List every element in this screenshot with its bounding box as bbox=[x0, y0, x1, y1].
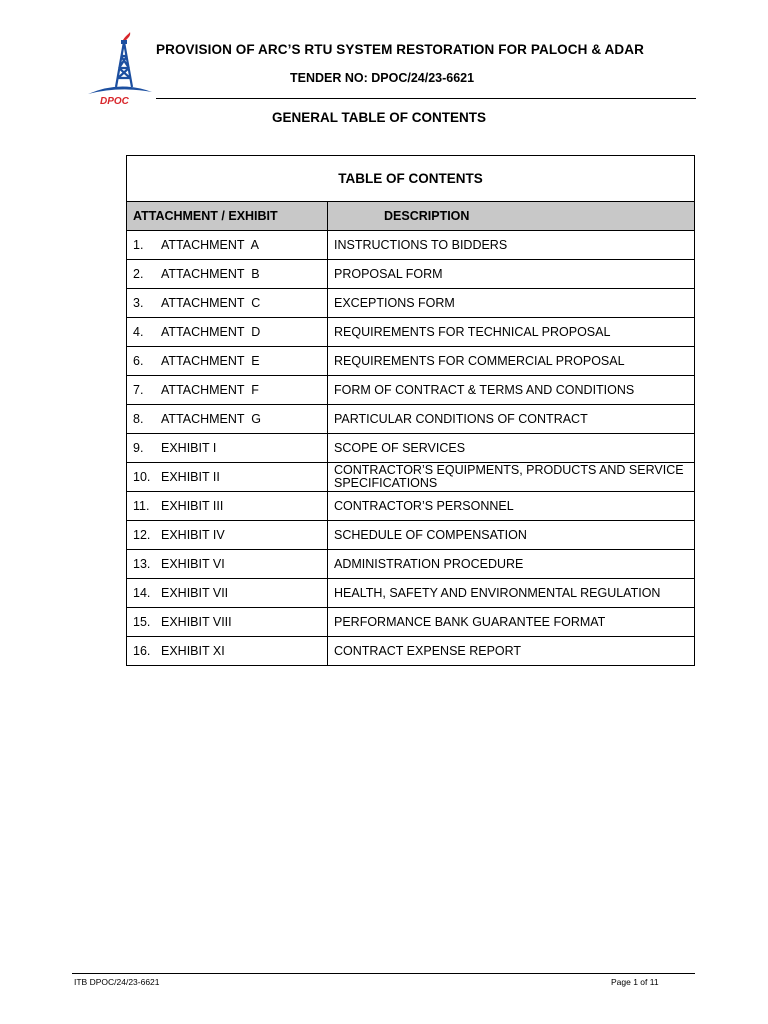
tender-number: TENDER NO: DPOC/24/23-6621 bbox=[290, 71, 475, 85]
attachment-cell bbox=[127, 550, 328, 579]
table-row bbox=[127, 318, 695, 347]
header-divider bbox=[156, 98, 696, 99]
row-number: 15. bbox=[133, 614, 151, 629]
description-cell: HEALTH, SAFETY AND ENVIRONMENTAL REGULATION bbox=[328, 579, 695, 608]
row-number: 7. bbox=[133, 382, 144, 397]
table-row bbox=[127, 231, 695, 260]
attachment-label: ATTACHMENT E bbox=[161, 353, 260, 368]
attachment-cell bbox=[127, 463, 328, 492]
description-cell: CONTRACT EXPENSE REPORT bbox=[328, 637, 695, 666]
attachment-label: EXHIBIT II bbox=[161, 469, 220, 484]
table-row bbox=[127, 637, 695, 666]
attachment-cell bbox=[127, 521, 328, 550]
table-row bbox=[127, 434, 695, 463]
attachment-cell bbox=[127, 434, 328, 463]
table-row bbox=[127, 521, 695, 550]
page-number: Page 1 of 11 bbox=[611, 977, 659, 987]
attachment-label: ATTACHMENT G bbox=[161, 411, 261, 426]
row-number: 3. bbox=[133, 295, 144, 310]
attachment-cell bbox=[127, 376, 328, 405]
row-number: 16. bbox=[133, 643, 151, 658]
attachment-cell bbox=[127, 579, 328, 608]
table-row bbox=[127, 579, 695, 608]
attachment-label: EXHIBIT VII bbox=[161, 585, 229, 600]
table-row bbox=[127, 260, 695, 289]
description-cell: INSTRUCTIONS TO BIDDERS bbox=[328, 231, 695, 260]
row-number: 8. bbox=[133, 411, 144, 426]
attachment-label: EXHIBIT IV bbox=[161, 527, 225, 542]
toc-column-headers bbox=[127, 202, 695, 231]
row-number: 13. bbox=[133, 556, 151, 571]
attachment-label: ATTACHMENT F bbox=[161, 382, 259, 397]
oil-derrick-icon bbox=[80, 32, 156, 106]
attachment-cell bbox=[127, 347, 328, 376]
document-title: GENERAL TABLE OF CONTENTS bbox=[272, 110, 487, 125]
table-row bbox=[127, 289, 695, 318]
row-number: 2. bbox=[133, 266, 144, 281]
attachment-cell bbox=[127, 318, 328, 347]
description-cell: SCHEDULE OF COMPENSATION bbox=[328, 521, 695, 550]
table-row bbox=[127, 608, 695, 637]
description-cell: EXCEPTIONS FORM bbox=[328, 289, 695, 318]
attachment-label: ATTACHMENT D bbox=[161, 324, 261, 339]
attachment-cell bbox=[127, 231, 328, 260]
description-cell: REQUIREMENTS FOR COMMERCIAL PROPOSAL bbox=[328, 347, 695, 376]
attachment-label: ATTACHMENT C bbox=[161, 295, 261, 310]
attachment-label: ATTACHMENT A bbox=[161, 237, 259, 252]
logo-text: DPOC bbox=[100, 96, 129, 106]
description-cell: FORM OF CONTRACT & TERMS AND CONDITIONS bbox=[328, 376, 695, 405]
row-number: 1. bbox=[133, 237, 144, 252]
attachment-label: EXHIBIT III bbox=[161, 498, 224, 513]
header-title: PROVISION OF ARC’S RTU SYSTEM RESTORATION FOR PALOCH & ADAR bbox=[156, 42, 644, 57]
description-cell: REQUIREMENTS FOR TECHNICAL PROPOSAL bbox=[328, 318, 695, 347]
attachment-cell bbox=[127, 405, 328, 434]
description-cell: SCOPE OF SERVICES bbox=[328, 434, 695, 463]
description-cell: PERFORMANCE BANK GUARANTEE FORMAT bbox=[328, 608, 695, 637]
row-number: 14. bbox=[133, 585, 151, 600]
attachment-label: EXHIBIT I bbox=[161, 440, 217, 455]
row-number: 11. bbox=[133, 498, 150, 513]
table-row bbox=[127, 347, 695, 376]
attachment-label: ATTACHMENT B bbox=[161, 266, 260, 281]
toc-body bbox=[127, 231, 695, 666]
table-row bbox=[127, 376, 695, 405]
description-cell: PARTICULAR CONDITIONS OF CONTRACT bbox=[328, 405, 695, 434]
row-number: 9. bbox=[133, 440, 144, 455]
table-row bbox=[127, 550, 695, 579]
footer-reference: ITB DPOC/24/23-6621 bbox=[74, 977, 160, 987]
row-number: 4. bbox=[133, 324, 144, 339]
toc-table bbox=[126, 155, 695, 666]
row-number: 6. bbox=[133, 353, 144, 368]
description-cell: PROPOSAL FORM bbox=[328, 260, 695, 289]
footer-divider bbox=[72, 973, 695, 974]
attachment-cell bbox=[127, 608, 328, 637]
row-number: 12. bbox=[133, 527, 151, 542]
dpoc-logo bbox=[80, 32, 156, 106]
attachment-label: EXHIBIT VI bbox=[161, 556, 225, 571]
attachment-cell bbox=[127, 260, 328, 289]
description-cell: CONTRACTOR’S PERSONNEL bbox=[328, 492, 695, 521]
col-header-attachment: ATTACHMENT / EXHIBIT bbox=[127, 202, 328, 231]
toc-heading: TABLE OF CONTENTS bbox=[127, 156, 695, 202]
col-header-description: DESCRIPTION bbox=[328, 202, 695, 231]
attachment-cell bbox=[127, 289, 328, 318]
attachment-cell bbox=[127, 492, 328, 521]
table-row bbox=[127, 463, 695, 492]
table-row bbox=[127, 405, 695, 434]
row-number: 10. bbox=[133, 469, 151, 484]
attachment-label: EXHIBIT VIII bbox=[161, 614, 232, 629]
attachment-cell bbox=[127, 637, 328, 666]
description-cell: ADMINISTRATION PROCEDURE bbox=[328, 550, 695, 579]
table-row bbox=[127, 492, 695, 521]
attachment-label: EXHIBIT XI bbox=[161, 643, 225, 658]
description-cell: CONTRACTOR’S EQUIPMENTS, PRODUCTS AND SERVICE SPECIFICATIONS bbox=[328, 463, 695, 492]
